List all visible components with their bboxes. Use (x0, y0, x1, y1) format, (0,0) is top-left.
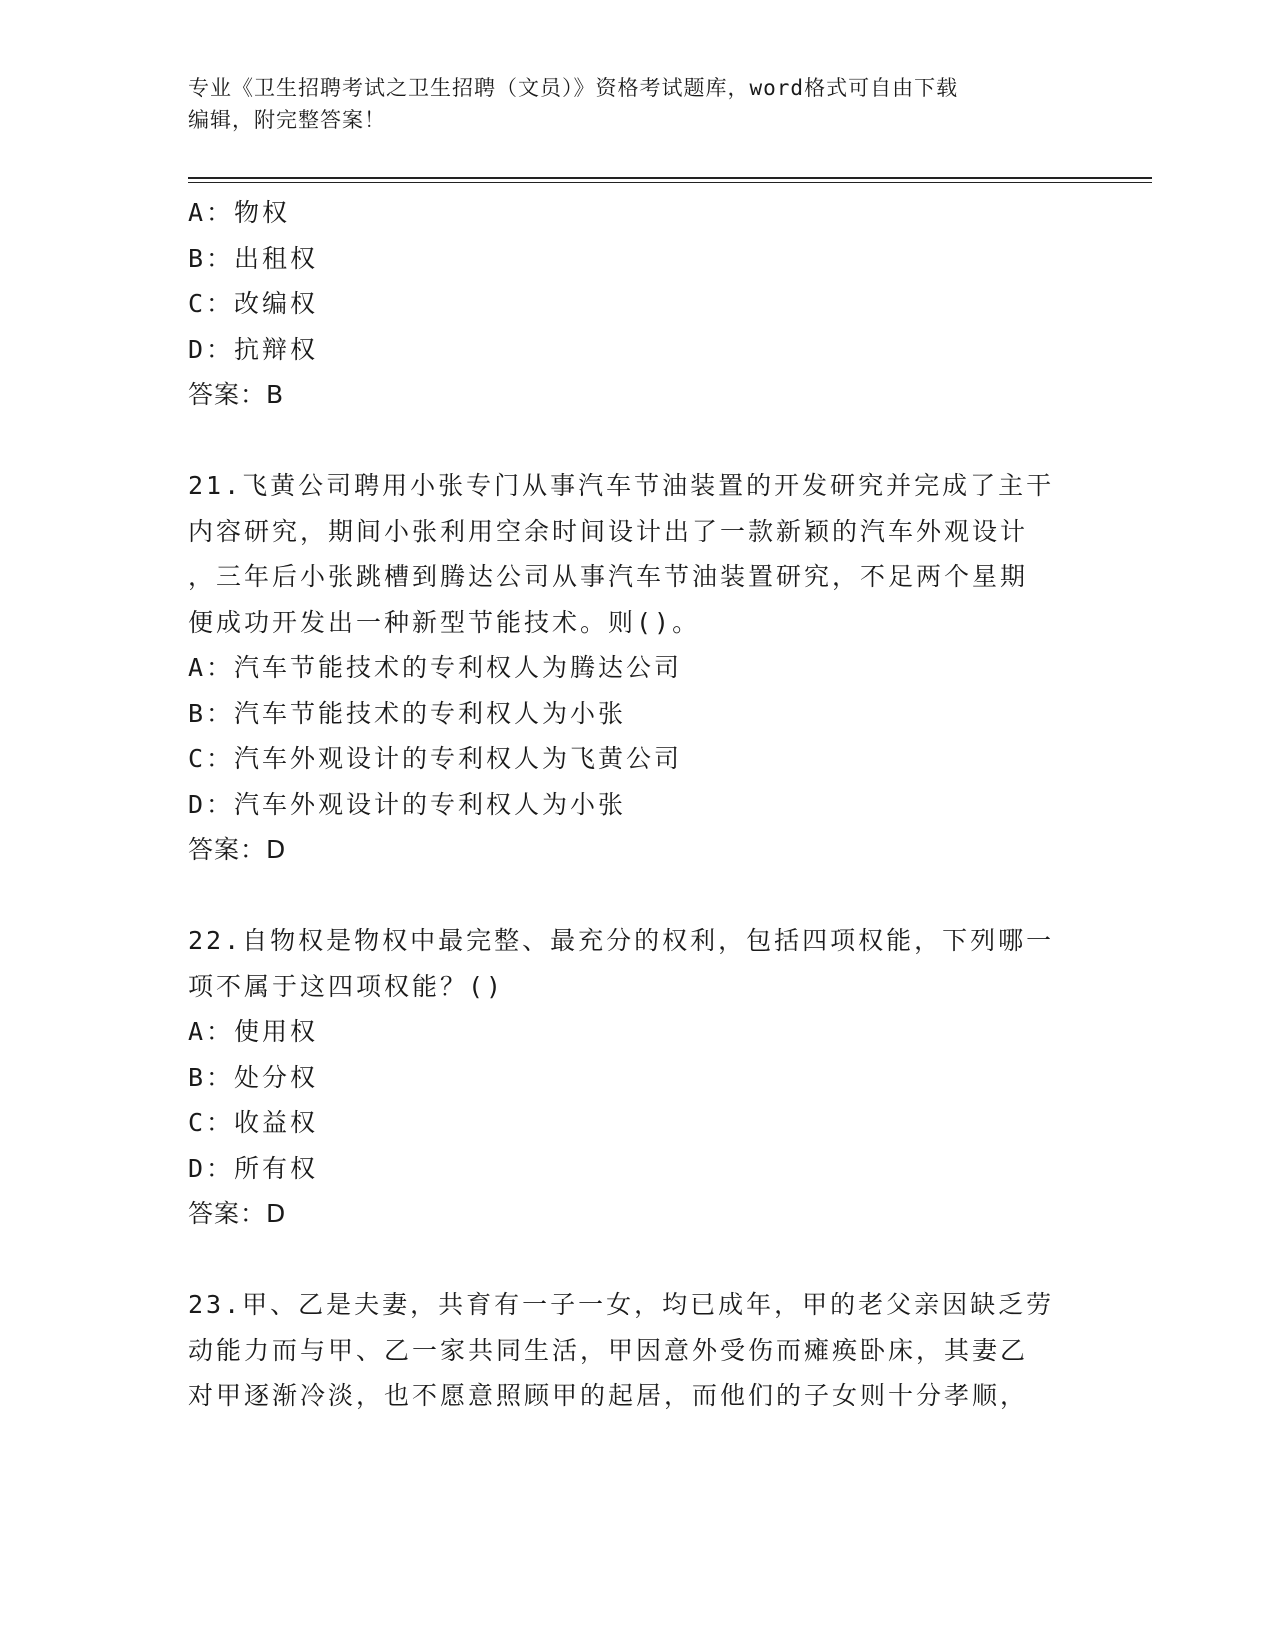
question-content (188, 190, 1088, 1419)
spacer (188, 418, 1088, 464)
question-text-line: 动能力而与甲、乙一家共同生活，甲因意外受伤而瘫痪卧床，其妻乙 (188, 1335, 1029, 1365)
option-c: C：汽车外观设计的专利权人为飞黄公司 (188, 744, 683, 773)
option-b: B：出租权 (188, 243, 319, 273)
option-a: A：使用权 (188, 1017, 319, 1046)
question-text-line: 22.自物权是物权中最完整、最充分的权利，包括四项权能，下列哪一 (188, 926, 1055, 955)
question-text-line: 23.甲、乙是夫妻，共育有一子一女，均已成年，甲的老父亲因缺乏劳 (188, 1290, 1055, 1319)
option-d: D：汽车外观设计的专利权人为小张 (188, 789, 627, 819)
question-22-block (188, 918, 1088, 1237)
question-23-block (188, 1282, 1088, 1419)
option-c: C：收益权 (188, 1108, 319, 1137)
answer-label: 答案：D (188, 1199, 287, 1228)
answer-label: 答案：B (188, 380, 285, 409)
question-text-line: 便成功开发出一种新型节能技术。则()。 (188, 607, 701, 637)
question-text-line: 项不属于这四项权能？() (188, 971, 505, 1001)
option-a: A：物权 (188, 198, 291, 227)
header-line-2: 编辑，附完整答案！ (188, 108, 386, 132)
header-line-1: 专业《卫生招聘考试之卫生招聘（文员）》资格考试题库，word格式可自由下载 (188, 76, 959, 100)
document-header (188, 72, 1068, 136)
option-d: D：抗辩权 (188, 334, 319, 364)
spacer (188, 873, 1088, 919)
question-text-line: 对甲逐渐冷淡，也不愿意照顾甲的起居，而他们的子女则十分孝顺， (188, 1381, 1029, 1410)
option-b: B：汽车节能技术的专利权人为小张 (188, 698, 627, 728)
question-21-block (188, 463, 1088, 873)
question-text-line: ，三年后小张跳槽到腾达公司从事汽车节油装置研究，不足两个星期 (188, 562, 1029, 591)
header-divider-thick (188, 177, 1152, 179)
question-20-block (188, 190, 1088, 418)
option-c: C：改编权 (188, 289, 319, 318)
option-a: A：汽车节能技术的专利权人为腾达公司 (188, 653, 683, 682)
question-text-line: 内容研究，期间小张利用空余时间设计出了一款新颖的汽车外观设计 (188, 516, 1029, 546)
option-b: B：处分权 (188, 1062, 319, 1092)
spacer (188, 1237, 1088, 1283)
question-text-line: 21.飞黄公司聘用小张专门从事汽车节油装置的开发研究并完成了主干 (188, 471, 1055, 500)
header-divider-thin (188, 182, 1152, 183)
option-d: D：所有权 (188, 1153, 319, 1183)
answer-label: 答案：D (188, 835, 287, 864)
